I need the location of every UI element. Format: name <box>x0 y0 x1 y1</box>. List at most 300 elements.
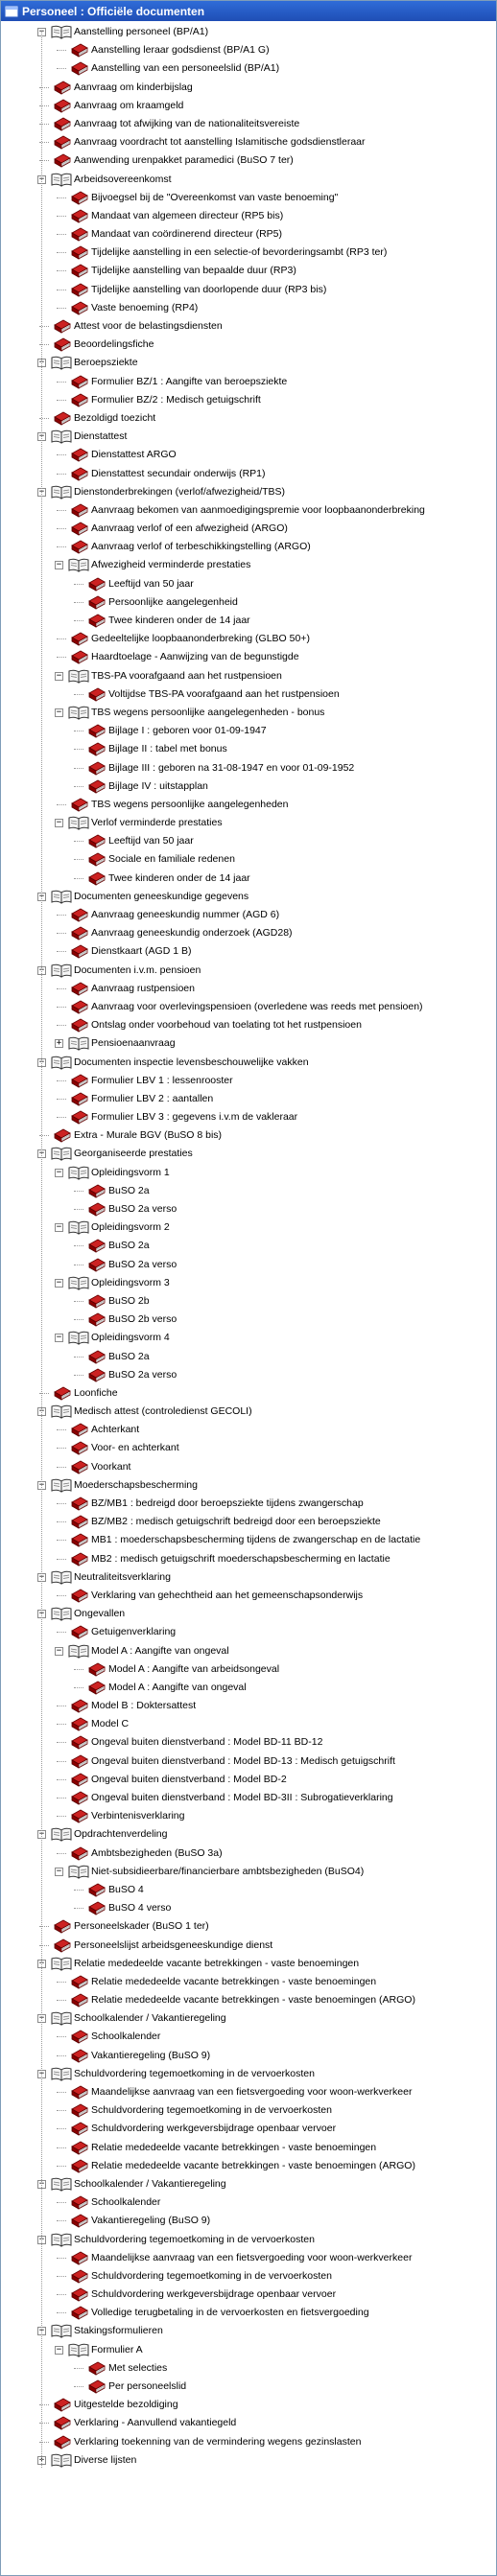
tree-connector <box>57 1742 66 1743</box>
open-book-icon <box>68 558 89 572</box>
tree-item[interactable] <box>1 722 496 740</box>
tree-label: Relatie mededeelde vacante betrekkingen - vaste benoemingen <box>91 2141 377 2153</box>
tree-item[interactable] <box>1 796 496 814</box>
tree-item[interactable] <box>1 1513 496 1531</box>
collapse-icon[interactable]: − <box>38 1056 45 1067</box>
collapse-icon[interactable]: − <box>38 1571 45 1582</box>
collapse-icon[interactable]: − <box>38 2068 45 2078</box>
tree-label: Schoolkalender <box>91 2196 161 2209</box>
tree-folder[interactable] <box>1 2451 496 2470</box>
tree-connector <box>57 1467 66 1468</box>
open-book-icon <box>51 963 72 978</box>
collapse-icon[interactable]: − <box>56 1277 62 1288</box>
tree-label: Documenten inspectie levensbeschouwelijke vakken <box>74 1056 309 1068</box>
tree-guide-line <box>41 31 42 2468</box>
red-book-icon <box>68 1735 89 1750</box>
red-book-icon <box>68 245 89 260</box>
tree-item[interactable] <box>1 1458 496 1476</box>
tree-item[interactable] <box>1 832 496 850</box>
tree-item[interactable] <box>1 2304 496 2322</box>
tree-folder[interactable] <box>1 2009 496 2028</box>
tree-connector <box>74 841 83 842</box>
tree-label: Mandaat van algemeen directeur (RP5 bis) <box>91 209 284 221</box>
tree-folder[interactable] <box>1 667 496 685</box>
collapse-icon[interactable]: − <box>56 1866 62 1876</box>
tree-item[interactable] <box>1 244 496 262</box>
tree-folder[interactable] <box>1 1274 496 1292</box>
tree-item[interactable] <box>1 262 496 280</box>
open-book-icon <box>68 2343 89 2357</box>
tree-item[interactable] <box>1 1991 496 2009</box>
red-book-icon <box>85 742 106 756</box>
red-book-icon <box>68 650 89 664</box>
red-book-icon <box>68 798 89 812</box>
tree-item[interactable] <box>1 630 496 648</box>
collapse-icon[interactable]: − <box>38 486 45 497</box>
tree-item[interactable] <box>1 115 496 133</box>
title-bar <box>1 1 496 21</box>
open-book-icon <box>68 1036 89 1051</box>
tree-folder[interactable] <box>1 1605 496 1623</box>
tree-item[interactable] <box>1 317 496 336</box>
tree-item[interactable] <box>1 1495 496 1513</box>
red-book-icon <box>85 1901 106 1915</box>
tree-item[interactable] <box>1 906 496 924</box>
collapse-icon[interactable]: − <box>56 1645 62 1656</box>
collapse-icon[interactable]: − <box>56 1333 62 1343</box>
tree-item[interactable] <box>1 133 496 151</box>
tree-connector <box>57 252 66 253</box>
red-book-icon <box>85 1883 106 1897</box>
tree-item[interactable] <box>1 850 496 869</box>
red-book-icon <box>68 1515 89 1529</box>
red-book-icon <box>85 614 106 628</box>
tree-connector <box>57 1540 66 1541</box>
tree-item[interactable] <box>1 1366 496 1384</box>
tree-item[interactable] <box>1 1237 496 1255</box>
tree-folder[interactable] <box>1 1568 496 1587</box>
collapse-icon[interactable]: − <box>56 818 62 828</box>
tree-item[interactable] <box>1 97 496 115</box>
tree-item[interactable] <box>1 59 496 78</box>
tree-item[interactable] <box>1 1531 496 1549</box>
tree-item[interactable] <box>1 2139 496 2157</box>
collapse-icon[interactable]: − <box>38 964 45 975</box>
tree-label: Ongeval buiten dienstverband : Model BD-11 BD-12 <box>91 1736 323 1749</box>
tree-label: Georganiseerde prestaties <box>74 1148 193 1160</box>
tree-folder[interactable] <box>1 1034 496 1053</box>
tree-item[interactable] <box>1 538 496 556</box>
tree-item[interactable] <box>1 1587 496 1605</box>
tree-item[interactable] <box>1 593 496 612</box>
tree-label: Vakantieregeling (BuSO 9) <box>91 2215 211 2227</box>
collapse-icon[interactable]: − <box>56 670 62 681</box>
collapse-icon[interactable]: − <box>56 707 62 717</box>
tree-item[interactable] <box>1 2414 496 2432</box>
collapse-icon[interactable]: − <box>38 2178 45 2189</box>
tree-label: Stakingsformulieren <box>74 2325 163 2337</box>
tree-connector <box>57 1761 66 1762</box>
red-book-icon <box>51 153 72 168</box>
tree-label: BuSO 2b <box>108 1294 150 1307</box>
tree-item[interactable] <box>1 501 496 520</box>
tree-connector <box>57 1007 66 1008</box>
tree-connector <box>74 2368 83 2369</box>
tree-item[interactable] <box>1 1789 496 1807</box>
tree-folder[interactable] <box>1 814 496 832</box>
tree-item[interactable] <box>1 2047 496 2065</box>
tree-label: Loonfiche <box>74 1386 118 1399</box>
tree-item[interactable] <box>1 446 496 464</box>
tree-item[interactable] <box>1 2083 496 2101</box>
red-book-icon <box>85 2379 106 2394</box>
tree-label: Bijlage IV : uitstapplan <box>108 779 208 792</box>
tree-folder[interactable] <box>1 483 496 501</box>
tree-item[interactable] <box>1 1348 496 1366</box>
red-book-icon <box>68 1717 89 1731</box>
tree-folder[interactable] <box>1 1164 496 1182</box>
tree-label: Personeelslijst arbeidsgeneeskundige dienst <box>74 1938 273 1951</box>
tree-item[interactable] <box>1 648 496 666</box>
tree-item[interactable] <box>1 2378 496 2396</box>
tree-item[interactable] <box>1 1256 496 1274</box>
tree-label: Uitgestelde bezoldiging <box>74 2399 178 2411</box>
tree-label: Model A : Aangifte van arbeidsongeval <box>108 1662 280 1675</box>
tree-label: Bezoldigd toezicht <box>74 411 156 424</box>
tree-item[interactable] <box>1 942 496 961</box>
tree-connector <box>74 2386 83 2387</box>
tree-item[interactable] <box>1 1917 496 1936</box>
red-book-icon <box>68 503 89 518</box>
tree-item[interactable] <box>1 1752 496 1771</box>
tree-folder[interactable] <box>1 2231 496 2249</box>
tree-item[interactable] <box>1 980 496 998</box>
collapse-icon[interactable]: − <box>56 1167 62 1177</box>
expand-icon[interactable]: + <box>56 1038 62 1049</box>
tree-folder[interactable] <box>1 1642 496 1660</box>
tree-item[interactable] <box>1 998 496 1016</box>
tree-label: Dienstonderbrekingen (verlof/afwezigheid/TBS) <box>74 485 286 498</box>
tree-item[interactable] <box>1 575 496 593</box>
collapse-icon[interactable]: − <box>38 1609 45 1619</box>
tree-label: Dienstattest <box>74 430 128 443</box>
tree-item[interactable] <box>1 777 496 796</box>
tree-item[interactable] <box>1 1126 496 1145</box>
tree-item[interactable] <box>1 1108 496 1126</box>
tree-item[interactable] <box>1 1090 496 1108</box>
tree-folder[interactable] <box>1 1218 496 1237</box>
tree-item[interactable] <box>1 299 496 317</box>
tree-folder[interactable] <box>1 23 496 41</box>
collapse-icon[interactable]: − <box>38 1479 45 1490</box>
red-book-icon <box>68 1589 89 1603</box>
collapse-icon[interactable]: − <box>38 2326 45 2336</box>
open-book-icon <box>51 2011 72 2026</box>
tree-item[interactable] <box>1 1623 496 1641</box>
open-book-icon <box>51 173 72 187</box>
tree-label: Medisch attest (controledienst GECOLI) <box>74 1405 252 1418</box>
collapse-icon[interactable]: − <box>38 1149 45 1159</box>
red-book-icon <box>51 1919 72 1934</box>
tree-folder[interactable] <box>1 1054 496 1072</box>
tree-item[interactable] <box>1 391 496 409</box>
tree-item[interactable] <box>1 2396 496 2414</box>
tree-item[interactable] <box>1 409 496 428</box>
collapse-icon[interactable]: − <box>56 560 62 570</box>
tree-label: Ontslag onder voorbehoud van toelating tot het rustpensioen <box>91 1019 362 1032</box>
tree-label: Bijlage I : geboren voor 01-09-1947 <box>108 725 267 737</box>
tree-connector <box>57 270 66 271</box>
tree-item[interactable] <box>1 2157 496 2175</box>
red-book-icon <box>51 411 72 426</box>
collapse-icon[interactable]: − <box>38 431 45 442</box>
open-book-icon <box>51 1957 72 1971</box>
red-book-icon <box>68 1699 89 1713</box>
tree-connector <box>57 933 66 934</box>
tree-folder[interactable] <box>1 354 496 372</box>
tree-item[interactable] <box>1 1200 496 1218</box>
tree-label: Aanstelling van een personeelslid (BP/A1) <box>91 62 280 75</box>
tree-label: Beoordelingsfiche <box>74 338 154 351</box>
tree-label: Formulier BZ/2 : Medisch getuigschrift <box>91 393 261 406</box>
tree-item[interactable] <box>1 1845 496 1863</box>
tree-item[interactable] <box>1 870 496 888</box>
tree-connector <box>74 1209 83 1210</box>
tree-folder[interactable] <box>1 962 496 980</box>
red-book-icon <box>85 577 106 592</box>
tree-item[interactable] <box>1 189 496 207</box>
tree-item[interactable] <box>1 151 496 170</box>
tree-connector <box>74 1301 83 1302</box>
tree-item[interactable] <box>1 1311 496 1329</box>
tree-connector <box>57 2092 66 2093</box>
tree-item[interactable] <box>1 759 496 777</box>
tree-item[interactable] <box>1 207 496 225</box>
tree-item[interactable] <box>1 740 496 758</box>
collapse-icon[interactable]: − <box>56 1222 62 1233</box>
red-book-icon <box>68 1552 89 1566</box>
tree-folder[interactable] <box>1 1825 496 1844</box>
expand-icon[interactable]: + <box>38 2454 45 2465</box>
tree-folder[interactable] <box>1 1955 496 1973</box>
tree-item[interactable] <box>1 2359 496 2378</box>
tree-label: Achterkant <box>91 1424 140 1436</box>
tree-item[interactable] <box>1 520 496 538</box>
tree-item[interactable] <box>1 1292 496 1311</box>
tree-item[interactable] <box>1 1660 496 1679</box>
tree-label: Vakantieregeling (BuSO 9) <box>91 2049 211 2061</box>
tree-item[interactable] <box>1 1016 496 1034</box>
red-book-icon <box>68 1791 89 1805</box>
red-book-icon <box>68 2049 89 2063</box>
tree-item[interactable] <box>1 2028 496 2046</box>
tree-item[interactable] <box>1 685 496 704</box>
tree-label: MB1 : moederschapsbescherming tijdens de zwangerschap en de lactatie <box>91 1534 421 1546</box>
tree-connector <box>74 786 83 787</box>
tree-label: Pensioenaanvraag <box>91 1037 176 1050</box>
tree-label: Neutraliteitsverklaring <box>74 1570 171 1583</box>
tree-item[interactable] <box>1 1384 496 1403</box>
tree-folder[interactable] <box>1 1403 496 1421</box>
tree-connector <box>57 1080 66 1081</box>
tree-item[interactable] <box>1 281 496 299</box>
tree-item[interactable] <box>1 1679 496 1697</box>
tree-item[interactable] <box>1 1899 496 1917</box>
open-book-icon <box>68 706 89 720</box>
red-book-icon <box>85 1681 106 1695</box>
red-book-icon <box>51 117 72 131</box>
collapse-icon[interactable]: − <box>38 27 45 36</box>
tree-item[interactable] <box>1 79 496 97</box>
tree-label: Dienstattest ARGO <box>91 449 177 461</box>
tree-folder[interactable] <box>1 556 496 574</box>
tree-item[interactable] <box>1 1881 496 1899</box>
open-book-icon <box>51 890 72 904</box>
tree-item[interactable] <box>1 225 496 244</box>
open-book-icon <box>68 1331 89 1345</box>
tree-folder[interactable] <box>1 2341 496 2359</box>
tree-item[interactable] <box>1 1715 496 1733</box>
tree-label: Twee kinderen onder de 14 jaar <box>108 615 250 626</box>
red-book-icon <box>68 375 89 389</box>
tree-item[interactable] <box>1 336 496 354</box>
tree-item[interactable] <box>1 1072 496 1090</box>
red-book-icon <box>68 1809 89 1823</box>
tree-label: Aanstelling personeel (BP/A1) <box>74 26 209 37</box>
red-book-icon <box>68 301 89 315</box>
red-book-icon <box>68 1497 89 1511</box>
red-book-icon <box>68 2103 89 2118</box>
collapse-icon[interactable]: − <box>38 1406 45 1417</box>
tree-item[interactable] <box>1 2193 496 2212</box>
tree-folder[interactable] <box>1 1145 496 1163</box>
tree-item[interactable] <box>1 465 496 483</box>
tree-connector <box>74 878 83 879</box>
tree-label: Sociale en familiale redenen <box>108 853 235 866</box>
tree-label: Aanvraag voor overlevingspensioen (overledene was reeds met pensioen) <box>91 1000 423 1012</box>
tree-connector <box>57 2000 66 2001</box>
tree-connector <box>57 2220 66 2221</box>
collapse-icon[interactable]: − <box>38 2013 45 2024</box>
tree-item[interactable] <box>1 2120 496 2138</box>
tree-folder[interactable] <box>1 704 496 722</box>
tree-item[interactable] <box>1 1697 496 1715</box>
tree-connector <box>57 1982 66 1983</box>
tree-item[interactable] <box>1 2212 496 2230</box>
tree-label: BuSO 2a verso <box>108 1368 178 1381</box>
collapse-icon[interactable]: − <box>38 891 45 901</box>
red-book-icon <box>68 1846 89 1861</box>
tree-item[interactable] <box>1 1733 496 1752</box>
red-book-icon <box>85 1350 106 1364</box>
tree-item[interactable] <box>1 2286 496 2304</box>
tree-folder[interactable] <box>1 428 496 446</box>
tree-label: Aanvraag om kraamgeld <box>74 99 184 111</box>
tree-item[interactable] <box>1 1771 496 1789</box>
tree-connector <box>57 510 66 511</box>
tree-item[interactable] <box>1 924 496 942</box>
tree-connector <box>57 68 66 69</box>
tree-item[interactable] <box>1 1550 496 1568</box>
tree-item[interactable] <box>1 2433 496 2451</box>
red-book-icon <box>68 227 89 242</box>
red-book-icon <box>85 2361 106 2376</box>
red-book-icon <box>68 1423 89 1437</box>
red-book-icon <box>51 81 72 95</box>
tree-folder[interactable] <box>1 2322 496 2340</box>
tree-folder[interactable] <box>1 171 496 189</box>
tree-label: Relatie mededeelde vacante betrekkingen - vaste benoemingen (ARGO) <box>91 1994 415 2007</box>
open-book-icon <box>51 2177 72 2192</box>
open-book-icon <box>51 1570 72 1585</box>
tree-folder[interactable] <box>1 2175 496 2193</box>
red-book-icon <box>68 393 89 407</box>
tree-label: Relatie mededeelde vacante betrekkingen - vaste benoemingen <box>91 1975 377 1987</box>
open-book-icon <box>68 1276 89 1290</box>
tree-item[interactable] <box>1 2249 496 2267</box>
tree-item[interactable] <box>1 612 496 630</box>
red-book-icon <box>68 1110 89 1125</box>
tree-folder[interactable] <box>1 1863 496 1881</box>
tree-label: Schuldvordering werkgeversbijdrage openbaar vervoer <box>91 2288 337 2301</box>
tree-label: TBS-PA voorafgaand aan het rustpensioen <box>91 669 282 682</box>
tree-label: Ongeval buiten dienstverband : Model BD-2 <box>91 1773 287 1785</box>
red-book-icon <box>68 43 89 58</box>
tree-item[interactable] <box>1 2101 496 2120</box>
red-book-icon <box>68 926 89 940</box>
red-book-icon <box>51 1128 72 1143</box>
tree-connector <box>74 584 83 585</box>
tree-folder[interactable] <box>1 888 496 906</box>
tree-item[interactable] <box>1 1973 496 1991</box>
red-book-icon <box>85 1662 106 1677</box>
tree-connector <box>57 382 66 383</box>
tree-folder[interactable] <box>1 1476 496 1495</box>
tree-label: BuSO 2a verso <box>108 1258 178 1270</box>
red-book-icon <box>68 1993 89 2007</box>
tree-label: Aanvraag om kinderbijslag <box>74 81 193 93</box>
tree-item[interactable] <box>1 1421 496 1439</box>
tree-connector <box>57 308 66 309</box>
tree-label: Ongeval buiten dienstverband : Model BD-3II : Subrogatieverklaring <box>91 1792 393 1803</box>
tree-label: Aanvraag verlof of een afwezigheid (ARGO) <box>91 522 288 535</box>
red-book-icon <box>85 1239 106 1253</box>
tree-item[interactable] <box>1 1937 496 1955</box>
collapse-icon[interactable]: − <box>56 2344 62 2355</box>
collapse-icon[interactable]: − <box>38 2234 45 2244</box>
red-book-icon <box>68 1441 89 1455</box>
tree-item[interactable] <box>1 1439 496 1457</box>
collapse-icon[interactable]: − <box>38 174 45 184</box>
tree-item[interactable] <box>1 2267 496 2286</box>
red-book-icon <box>68 2251 89 2265</box>
tree-label: BuSO 2b verso <box>108 1313 178 1326</box>
collapse-icon[interactable]: − <box>38 1829 45 1840</box>
tree-item[interactable] <box>1 1182 496 1200</box>
tree-label: Formulier A <box>91 2343 143 2356</box>
tree-connector <box>74 1191 83 1192</box>
tree-item[interactable] <box>1 1807 496 1825</box>
tree-label: BuSO 2a verso <box>108 1203 178 1215</box>
tree-connector <box>57 1099 66 1100</box>
tree-folder[interactable] <box>1 2065 496 2083</box>
collapse-icon[interactable]: − <box>38 1958 45 1968</box>
tree-folder[interactable] <box>1 1329 496 1347</box>
tree-item[interactable] <box>1 373 496 391</box>
tree-item[interactable] <box>1 41 496 59</box>
tree-label: Opdrachtenverdeling <box>74 1828 168 1841</box>
collapse-icon[interactable]: − <box>38 358 45 368</box>
